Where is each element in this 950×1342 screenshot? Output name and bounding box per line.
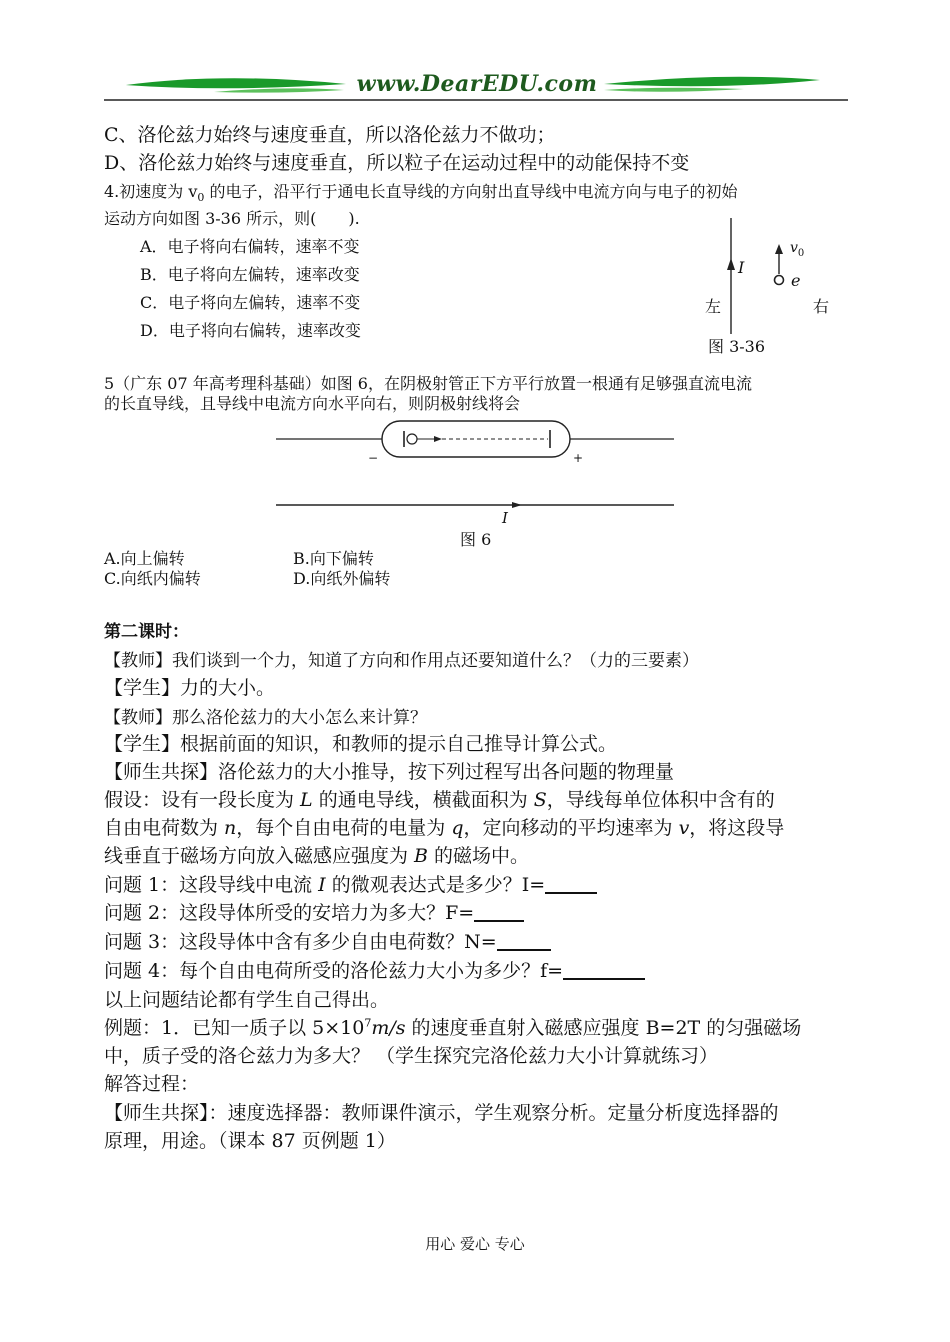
q5-option-b: B.向下偏转 xyxy=(293,549,374,568)
q4-option-b: B．电子将向左偏转，速率改变 xyxy=(140,265,360,284)
answer-blank-2[interactable] xyxy=(474,902,524,922)
cathode-circle xyxy=(407,434,417,444)
symbol-v: v xyxy=(678,817,690,839)
example-line-3: 解答过程： xyxy=(104,1073,200,1095)
selector-line-2: 原理，用途。（课本 87 页例题 1） xyxy=(104,1130,396,1152)
right-swoosh xyxy=(604,77,820,86)
assume-line-3: 线垂直于磁场方向放入磁感应强度为 B 的磁场中。 xyxy=(104,845,530,867)
symbol-n: n xyxy=(224,817,237,839)
unit-ms: m/s xyxy=(371,1017,406,1039)
left-swoosh xyxy=(126,78,346,88)
q5-option-a: A.向上偏转 xyxy=(104,549,185,568)
fig336-v0-label: $v_0$ xyxy=(790,240,805,259)
dialogue-line-2: 【学生】力的大小。 xyxy=(104,677,276,699)
selector-line-1: 【师生共探】：速度选择器：教师课件演示，学生观察分析。定量分析度选择器的 xyxy=(104,1102,779,1124)
figure-3-36-drawing xyxy=(690,210,840,340)
fig6-caption: 图 6 xyxy=(460,530,492,549)
exponent-7: 7 xyxy=(364,1016,372,1030)
fig336-left-label: 左 xyxy=(705,297,722,316)
dialogue-line-4: 【学生】根据前面的知识，和教师的提示自己推导计算公式。 xyxy=(104,733,618,755)
q5-option-d: D.向纸外偏转 xyxy=(293,569,391,588)
figure-6-drawing xyxy=(270,412,680,522)
figure-6 xyxy=(270,412,680,552)
q3-option-c: C、洛伦兹力始终与速度垂直，所以洛伦兹力不做功； xyxy=(104,124,556,146)
answer-blank-3[interactable] xyxy=(497,931,551,951)
dialogue-line-3: 【教师】那么洛伦兹力的大小怎么来计算？ xyxy=(104,708,427,728)
conclusion-line: 以上问题结论都有学生自己得出。 xyxy=(104,989,390,1011)
symbol-q: q xyxy=(451,817,464,839)
lesson2-title: 第二课时： xyxy=(104,622,189,642)
fig336-right-label: 右 xyxy=(813,297,830,316)
answer-blank-1[interactable] xyxy=(545,874,597,894)
example-line-2: 中，质子受的洛仑兹力为多大？ （学生探究完洛伦兹力大小计算就练习） xyxy=(104,1045,719,1067)
fig336-current-label: I xyxy=(738,258,745,277)
symbol-S: S xyxy=(533,789,547,811)
q4-stem-pre: 4.初速度为 v xyxy=(104,182,198,201)
q4-v0-subscript: 0 xyxy=(197,191,205,205)
figure-3-36 xyxy=(690,210,840,360)
q4-stem-post: 的电子，沿平行于通电长直导线的方向射出直导线中电流方向与电子的初始 xyxy=(204,182,738,201)
q5-stem-line2: 的长直导线，且导线中电流方向水平向右，则阴极射线将会 xyxy=(104,394,521,413)
fig6-current-label: I xyxy=(502,509,508,527)
q3-option-d: D、洛伦兹力始终与速度垂直，所以粒子在运动过程中的动能保持不变 xyxy=(104,152,690,174)
left-swoosh-tail xyxy=(214,88,344,92)
q4-stem-line1 xyxy=(104,179,738,204)
fig336-caption: 图 3-36 xyxy=(708,337,766,356)
footer-text: 用心 爱心 专心 xyxy=(425,1235,525,1253)
wire-current-arrow xyxy=(727,258,735,270)
fig6-minus-label: − xyxy=(368,451,379,465)
question-1: 问题 1：这段导线中电流 I 的微观表达式是多少？I= xyxy=(104,870,597,897)
beam-arrow xyxy=(434,436,442,442)
assume-line-1: 假设：设有一段长度为 L 的通电导线，横截面积为 S，导线每单位体积中含有的 xyxy=(104,789,775,811)
q5-stem-line1: 5（广东 07 年高考理科基础）如图 6，在阴极射管正下方平行放置一根通有足够强直流电流 xyxy=(104,374,752,393)
symbol-L: L xyxy=(300,789,313,811)
symbol-B: B xyxy=(414,845,429,867)
right-swoosh-tail xyxy=(604,88,744,92)
header-banner xyxy=(104,68,848,102)
q4-option-c: C．电子将向左偏转，速率不变 xyxy=(140,293,361,312)
wire-current-arrow-6 xyxy=(512,502,522,508)
dialogue-line-5: 【师生共探】洛伦兹力的大小推导，按下列过程写出各问题的物理量 xyxy=(104,761,675,783)
header-logo-text: www.DearEDU.com xyxy=(356,71,598,97)
question-2: 问题 2：这段导体所受的安培力为多大？F= xyxy=(104,898,524,925)
question-3: 问题 3：这段导体中含有多少自由电荷数？N= xyxy=(104,927,551,954)
example-line-1: 例题：1．已知一质子以 $5\times 10^7m/s$ 的速度垂直射入磁感应强度 B=2T 的匀强磁场 xyxy=(104,1016,802,1039)
fig6-plus-label: + xyxy=(573,451,584,465)
question-4: 问题 4：每个自由电荷所受的洛伦兹力大小为多少？f= xyxy=(104,956,645,983)
dialogue-line-1: 【教师】我们谈到一个力，知道了方向和作用点还要知道什么？（力的三要素） xyxy=(104,651,699,671)
electron-circle xyxy=(775,276,784,285)
q5-option-c: C.向纸内偏转 xyxy=(104,569,201,588)
q4-stem-line2: 运动方向如图 3-36 所示，则( ). xyxy=(104,209,360,228)
velocity-arrow-head xyxy=(775,244,783,254)
answer-blank-4[interactable] xyxy=(563,960,645,980)
assume-line-2: 自由电荷数为 n，每个自由电荷的电量为 q，定向移动的平均速率为 v，将这段导 xyxy=(104,817,785,839)
q4-option-d: D．电子将向右偏转，速率改变 xyxy=(140,321,361,340)
symbol-I: I xyxy=(318,874,326,896)
q4-option-a: A．电子将向右偏转，速率不变 xyxy=(140,237,360,256)
fig336-e-label: e xyxy=(791,271,801,290)
